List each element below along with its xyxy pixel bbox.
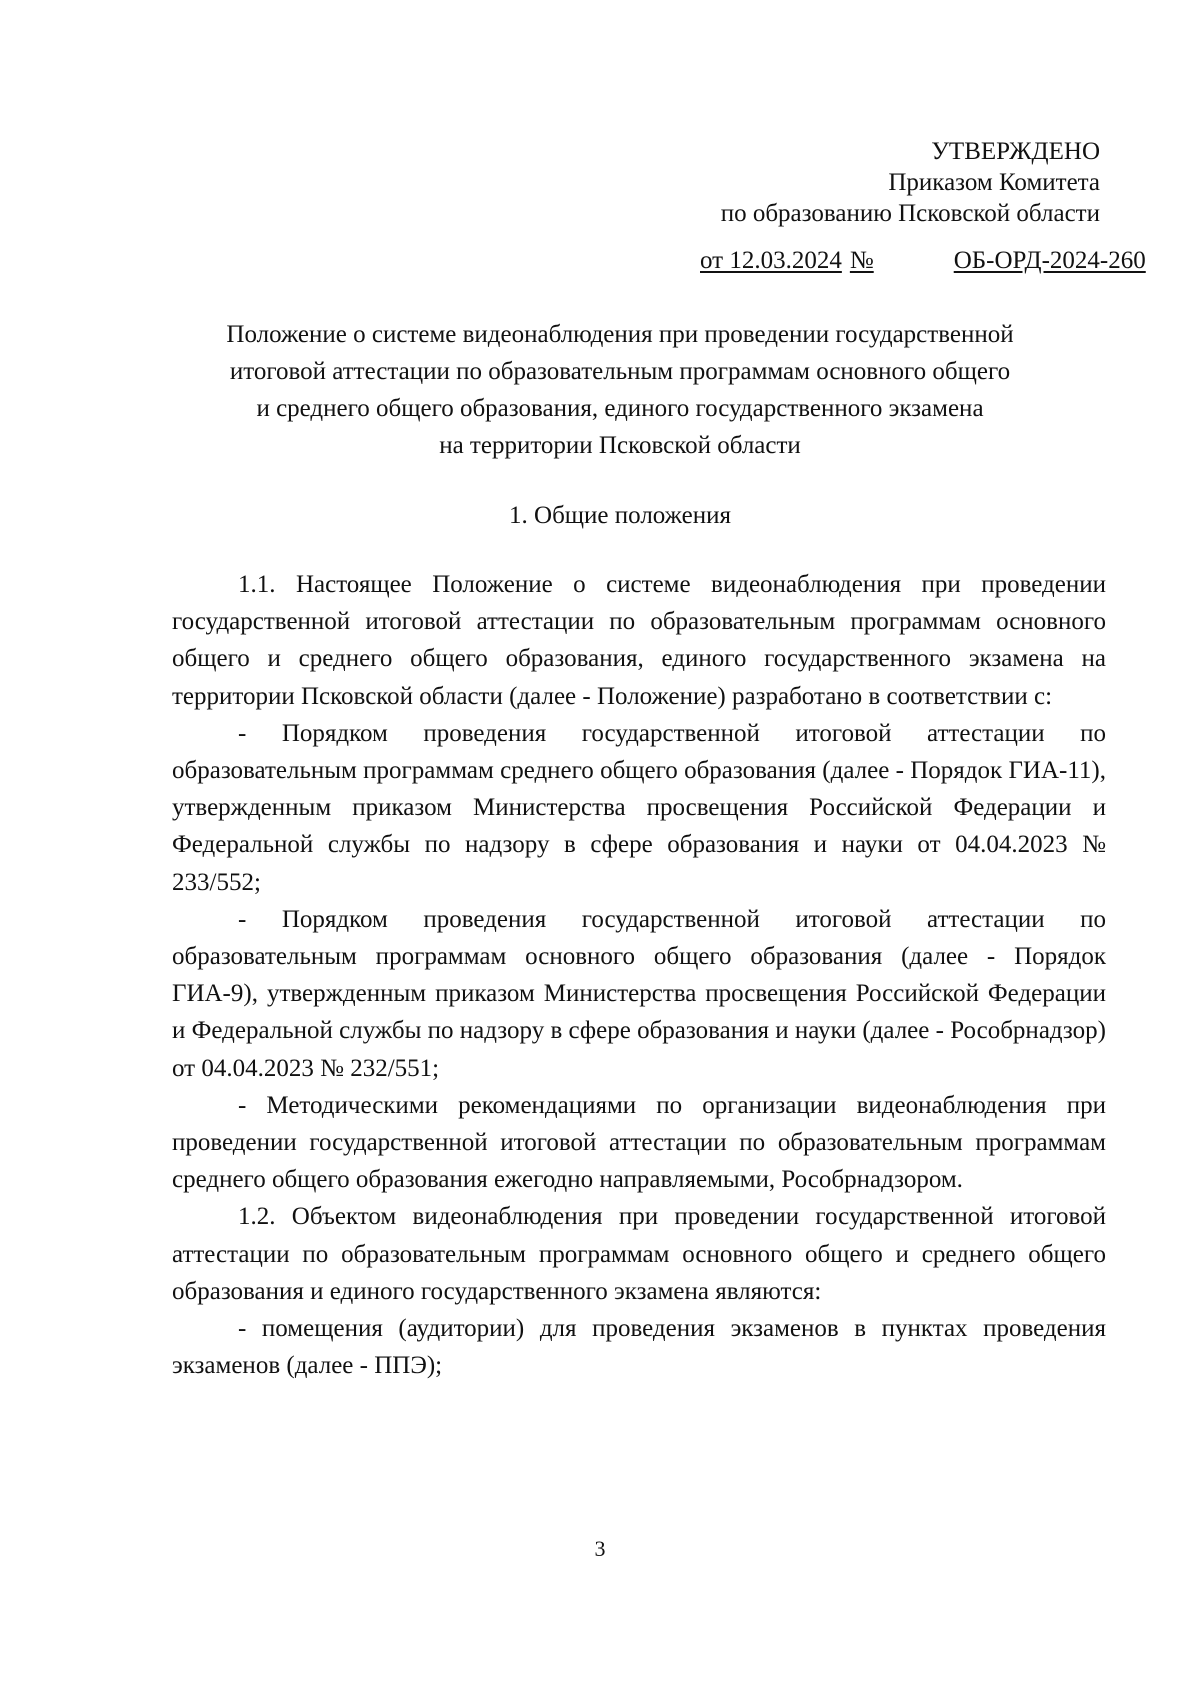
order-reference — [700, 247, 1146, 275]
title-line: и среднего общего образования, единого государственного экзамена — [256, 395, 984, 422]
paragraph: 1.1. Настоящее Положение о системе видеонаблюдения при проведении государственной итоговой аттестации по образовательным программам основного общего и среднего общего образования, единого государственного экзамена на территории Псковской области (далее - Положение) разработано в соответствии с: — [172, 571, 1106, 710]
section-heading: 1. Общие положения — [509, 502, 731, 529]
title-line: итоговой аттестации по образовательным программам основного общего — [229, 358, 1011, 385]
approval-block — [721, 136, 1100, 229]
approval-heading: УТВЕРЖДЕНО — [931, 138, 1100, 165]
approval-line: Приказом Комитета — [888, 169, 1100, 196]
paragraph: - Порядком проведения государственной итоговой аттестации по образовательным программам основного общего образования (далее - Порядок ГИА-9), утвержденным приказом Министерства просвещения Российской Федерации и Федеральной службы по надзору в сфере образования и науки (далее - Рособрнадзор) от 04.04.2023 № 232/551; — [172, 905, 1106, 1082]
page-number: 3 — [594, 1536, 606, 1561]
approval-line: по образованию Псковской области — [720, 200, 1100, 227]
paragraph: - помещения (аудитории) для проведения экзаменов в пунктах проведения экзаменов (далее - ППЭ); — [172, 1315, 1106, 1380]
document-title — [160, 316, 1080, 464]
order-date: от 12.03.2024 — [700, 247, 842, 274]
body-text — [172, 566, 1106, 1384]
order-number: ОБ-ОРД-2024-260 — [953, 247, 1146, 274]
title-line: на территории Псковской области — [439, 432, 801, 459]
paragraph: - Порядком проведения государственной итоговой аттестации по образовательным программам среднего общего образования (далее - Порядок ГИА-11), утвержденным приказом Министерства просвещения Российской Федерации и Федеральной службы по надзору в сфере образования и науки от 04.04.2023 № 233/552; — [172, 719, 1106, 896]
order-number-label: № — [849, 247, 874, 274]
paragraph: - Методическими рекомендациями по организации видеонаблюдения при проведении государственной итоговой аттестации по образовательным программам среднего общего образования ежегодно направляемыми, Рособрнадзором. — [172, 1091, 1106, 1194]
paragraph: 1.2. Объектом видеонаблюдения при проведении государственной итоговой аттестации по образовательным программам основного общего и среднего общего образования и единого государственного экзамена являются: — [172, 1203, 1106, 1305]
title-line: Положение о системе видеонаблюдения при проведении государственной — [226, 321, 1014, 348]
